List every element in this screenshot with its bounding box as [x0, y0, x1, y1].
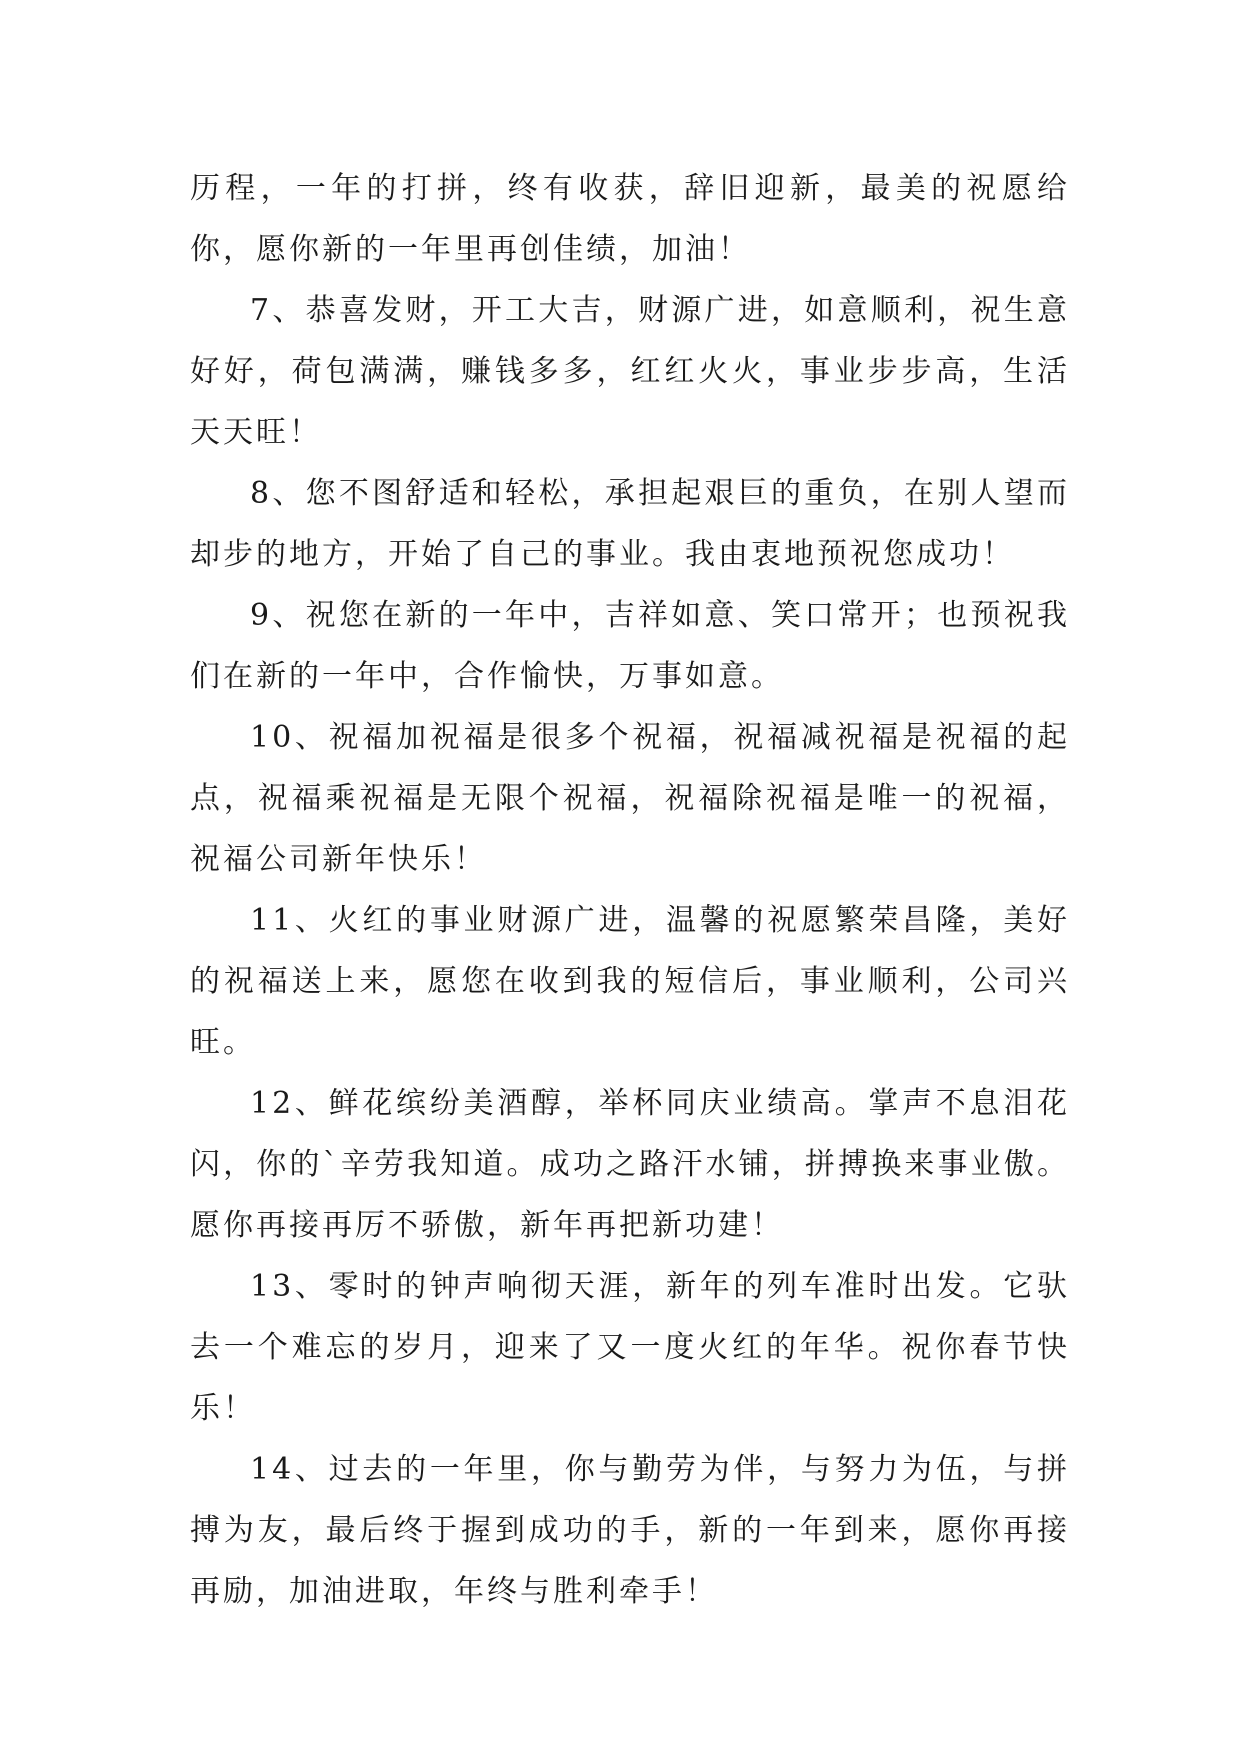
- paragraph-item-14: 14、过去的一年里，你与勤劳为伴，与努力为伍，与拼搏为友，最后终于握到成功的手，新的一年到来，愿你再接再励，加油进取，年终与胜利牵手！: [190, 1452, 1070, 1609]
- paragraph-item-8: 8、您不图舒适和轻松，承担起艰巨的重负，在别人望而却步的地方，开始了自己的事业。我由衷地预祝您成功！: [190, 476, 1070, 572]
- paragraph-item-9: 9、祝您在新的一年中，吉祥如意、笑口常开；也预祝我们在新的一年中，合作愉快，万事如意。: [190, 598, 1070, 694]
- paragraph-item-13: 13、零时的钟声响彻天涯，新年的列车准时出发。它驮去一个难忘的岁月，迎来了又一度火红的年华。祝你春节快乐！: [190, 1269, 1070, 1426]
- document-body: [190, 158, 1070, 1622]
- paragraph-item-12: 12、鲜花缤纷美酒醇，举杯同庆业绩高。掌声不息泪花闪，你的`辛劳我知道。成功之路汗水铺，拼搏换来事业傲。愿你再接再厉不骄傲，新年再把新功建！: [190, 1086, 1070, 1243]
- paragraph-item-10: 10、祝福加祝福是很多个祝福，祝福减祝福是祝福的起点，祝福乘祝福是无限个祝福，祝福除祝福是唯一的祝福，祝福公司新年快乐！: [190, 720, 1070, 877]
- paragraph-item-11: 11、火红的事业财源广进，温馨的祝愿繁荣昌隆，美好的祝福送上来，愿您在收到我的短信后，事业顺利，公司兴旺。: [190, 903, 1070, 1060]
- paragraph-item-7: 7、恭喜发财，开工大吉，财源广进，如意顺利，祝生意好好，荷包满满，赚钱多多，红红火火，事业步步高，生活天天旺！: [190, 293, 1070, 450]
- paragraph-continuation: 历程，一年的打拼，终有收获，辞旧迎新，最美的祝愿给你，愿你新的一年里再创佳绩，加油！: [190, 171, 1070, 267]
